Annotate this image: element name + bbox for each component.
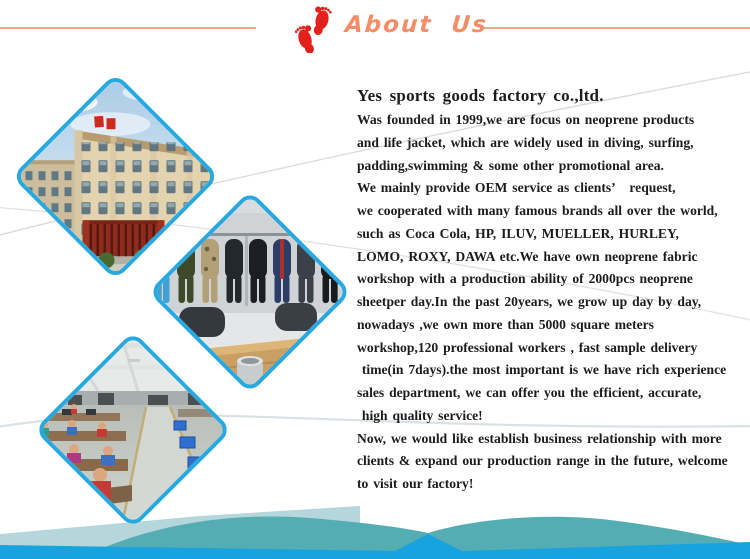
about-text-line: Now, we would like establish business relationship with more — [357, 430, 722, 446]
about-text-line: workshop,120 professional workers , fast sample delivery — [357, 339, 698, 355]
about-text-line: We mainly provide OEM service as clients’ request, — [357, 180, 676, 196]
about-text-line: LOMO, ROXY, DAWA etc.We have own neoprene fabric — [357, 248, 698, 264]
company-name: Yes sports goods factory co.,ltd. — [357, 86, 604, 105]
about-text-line: time(in 7days).the most important is we have rich experience — [357, 362, 727, 378]
page-title: About Us — [344, 12, 489, 38]
page-header — [0, 0, 750, 58]
about-text-line: sheetper day.In the past 20years, we grow up day by day, — [357, 294, 702, 309]
about-text-line: workshop with a production ability of 2000pcs neoprene — [357, 271, 693, 287]
about-text-line: padding,swimming & some other promotional area. — [357, 157, 664, 173]
header-divider-left — [0, 27, 256, 29]
header-divider-right — [481, 27, 750, 29]
about-text-line: to visit our factory! — [357, 476, 474, 491]
about-text-line: nowadays ,we own more than 5000 square meters — [357, 316, 654, 332]
about-text-line: high quality service! — [357, 407, 483, 423]
about-text-line: clients & expand our production range in the future, welcome — [357, 453, 728, 469]
about-text-line: and life jacket, which are widely used in diving, surfing, — [357, 134, 694, 150]
about-text-line: such as Coca Cola, HP, ILUV, MUELLER, HURLEY, — [357, 225, 679, 241]
about-text-section — [357, 86, 750, 496]
footprints-icon — [291, 3, 339, 53]
about-text-line: sales department, we can offer you the efficient, accurate, — [357, 385, 702, 400]
about-paragraph — [357, 109, 750, 496]
about-text-line: we cooperated with many famous brands all over the world, — [357, 203, 718, 218]
about-text-line: Was founded in 1999,we are focus on neoprene products — [357, 112, 695, 127]
